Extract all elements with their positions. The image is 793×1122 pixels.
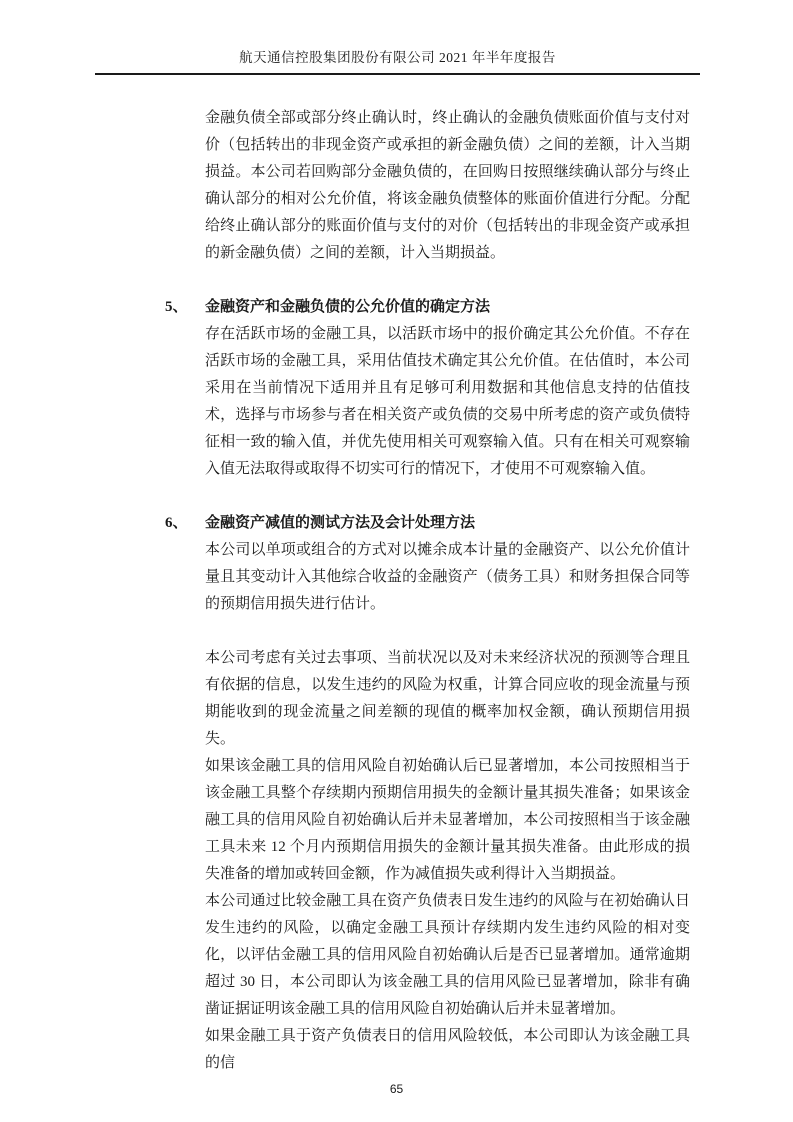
section-5-title: 金融资产和金融负债的公允价值的确定方法 [205, 299, 491, 315]
section-5 [165, 294, 690, 483]
section-5-number: 5、 [165, 299, 188, 315]
section-6 [165, 510, 690, 1077]
section-5-paragraph: 存在活跃市场的金融工具，以活跃市场中的报价确定其公允价值。不存在活跃市场的金融工具，采用估值技术确定其公允价值。在估值时，本公司采用在当前情况下适用并且有足够可利用数据和其他信息支持的估值技术，选择与市场参与者在相关资产或负债的交易中所考虑的资产或负债特征相一致的输入值，并优先使用相关可观察输入值。只有在相关可观察输入值无法取得或取得不切实可行的情况下，才使用不可观察输入值。 [205, 326, 690, 477]
section-6-heading [165, 510, 690, 537]
section-6-title: 金融资产减值的测试方法及会计处理方法 [205, 515, 476, 531]
section-5-heading [165, 294, 690, 321]
page-header [95, 0, 700, 75]
section-6-paragraph: 本公司考虑有关过去事项、当前状况以及对未来经济状况的预测等合理且有依据的信息，以发生违约的风险为权重，计算合同应收的现金流量与预期能收到的现金流量之间差额的现值的概率加权金额，确认预期信用损失。 [205, 650, 690, 747]
report-header-title: 航天通信控股集团股份有限公司 2021 年半年度报告 [239, 50, 556, 65]
section-6-paragraph: 本公司通过比较金融工具在资产负债表日发生违约的风险与在初始确认日发生违约的风险，以确定金融工具预计存续期内发生违约风险的相对变化，以评估金融工具的信用风险自初始确认后是否已显著增加。通常逾期超过 30 日，本公司即认为该金融工具的信用风险已显著增加，除非有确凿证据证明该金融工具的信用风险自初始确认后并未显著增加。 [205, 893, 690, 1017]
section-6-paragraph: 如果该金融工具的信用风险自初始确认后已显著增加，本公司按照相当于该金融工具整个存续期内预期信用损失的金额计量其损失准备；如果该金融工具的信用风险自初始确认后并未显著增加，本公司按照相当于该金融工具未来 12 个月内预期信用损失的金额计量其损失准备。由此形成的损失准备的增加或转回金额，作为减值损失或利得计入当期损益。 [205, 758, 690, 882]
section-6-paragraph: 本公司以单项或组合的方式对以摊余成本计量的金融资产、以公允价值计量且其变动计入其他综合收益的金融资产（债务工具）和财务担保合同等的预期信用损失进行估计。 [205, 542, 690, 612]
document-body [165, 105, 690, 1077]
section-6-paragraph: 如果金融工具于资产负债表日的信用风险较低，本公司即认为该金融工具的信 [205, 1028, 690, 1071]
section-6-number: 6、 [165, 515, 188, 531]
intro-paragraph: 金融负债全部或部分终止确认时，终止确认的金融负债账面价值与支付对价（包括转出的非现金资产或承担的新金融负债）之间的差额，计入当期损益。本公司若回购部分金融负债的，在回购日按照继续确认部分与终止确认部分的相对公允价值，将该金融负债整体的账面价值进行分配。分配给终止确认部分的账面价值与支付的对价（包括转出的非现金资产或承担的新金融负债）之间的差额，计入当期损益。 [205, 110, 690, 261]
page-number: 65 [389, 1082, 404, 1096]
